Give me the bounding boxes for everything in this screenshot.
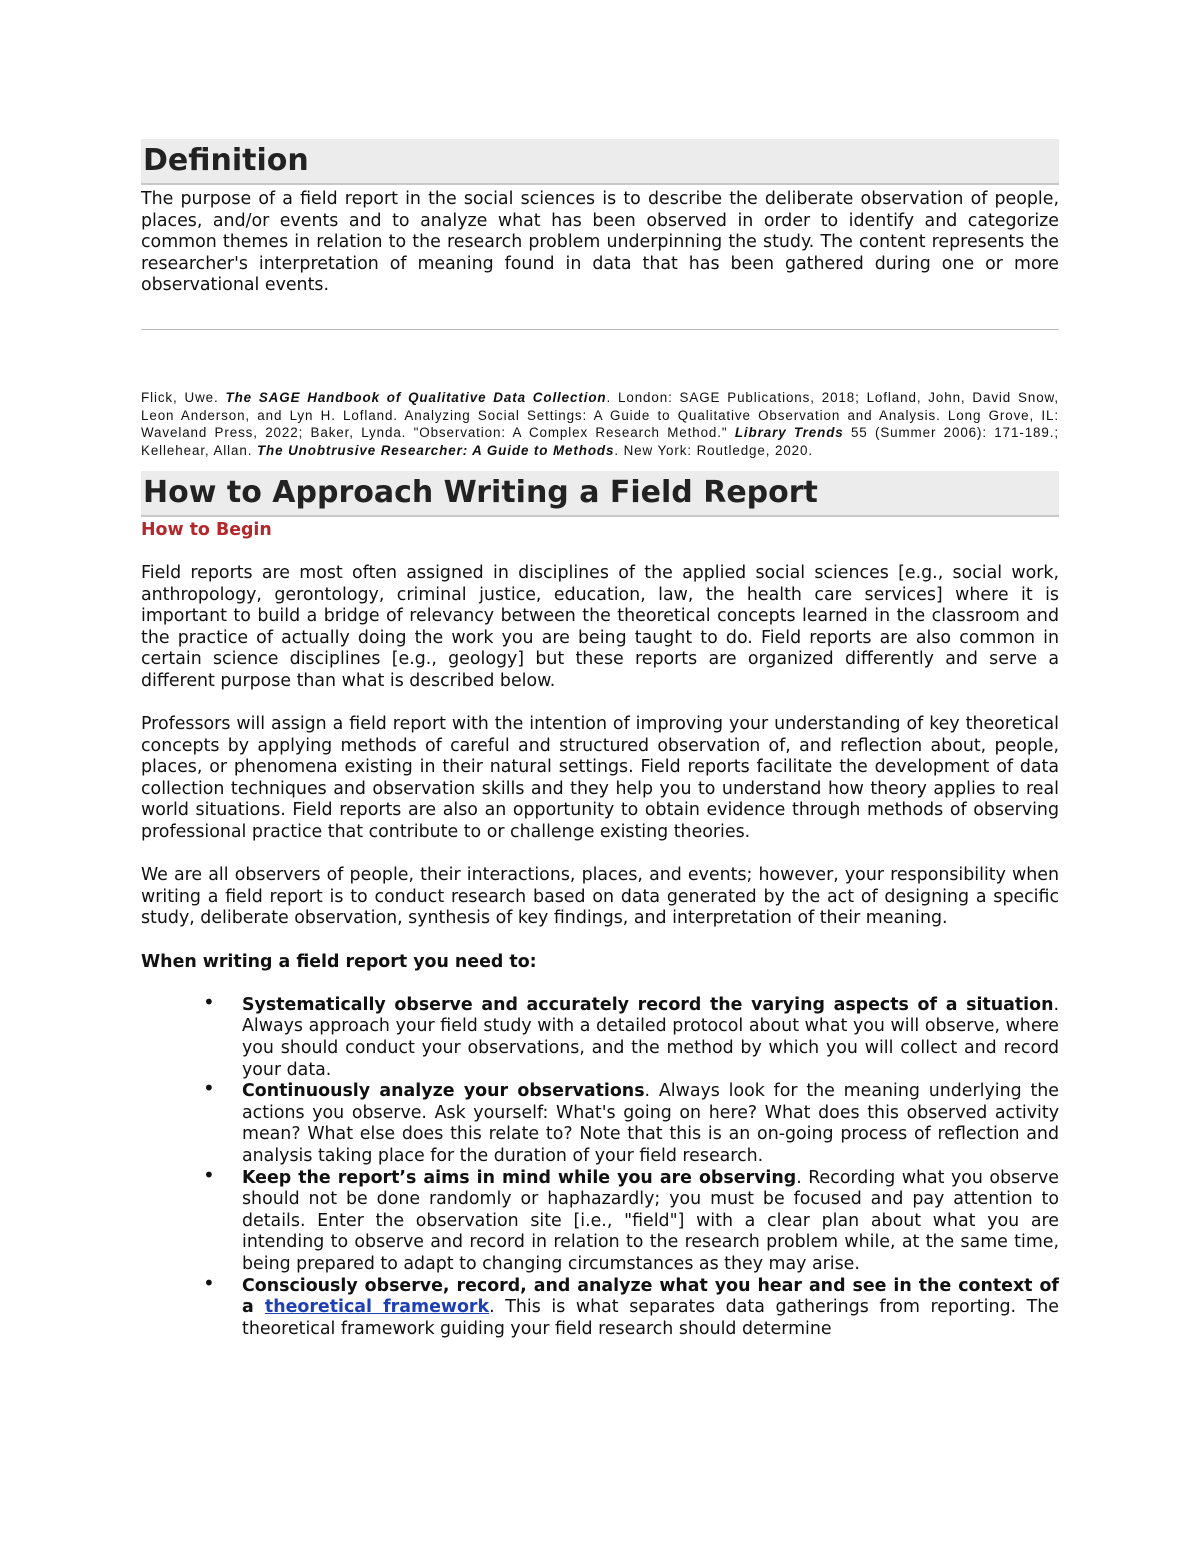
citation-journal-title: Library Trends	[734, 425, 844, 441]
theoretical-framework-link[interactable]: theoretical framework	[264, 1297, 490, 1318]
body-paragraph-2: Professors will assign a field report with the intention of improving your understanding of key theoretical concepts by applying methods of careful and structured observation of, and reflection about, people, places, or phenomena existing in their natural settings. Field reports facilitate the development of data collection techniques and observation skills and they help you to understand how theory applies to real world situations. Field reports are also an opportunity to obtain evidence through methods of observing professional practice that contribute to or challenge existing theories.	[141, 714, 1059, 843]
definition-heading: Definition	[141, 139, 1059, 185]
list-intro: When writing a field report you need to:	[141, 951, 537, 972]
bullet-icon: •	[203, 1270, 215, 1295]
bullet-icon: •	[203, 989, 215, 1014]
list-item: • Systematically observe and accurately record the varying aspects of a situation. Always approach your field study with a detailed protocol about what you will observe, where you should conduct your observations, and the method by which you will collect and record your data.	[203, 989, 1059, 1080]
list-item: • Keep the report’s aims in mind while you are observing. Recording what you observe should not be done randomly or haphazardly; you must be focused and pay attention to details. Enter the observation site [i.e., "field"] with a clear plan about what you are intending to observe and record in relation to the research problem while, at the same time, being prepared to adapt to changing circumstances as they may arise.	[203, 1162, 1060, 1274]
approach-heading: How to Approach Writing a Field Report	[141, 471, 1059, 517]
how-to-begin-subheading: How to Begin	[141, 520, 272, 541]
requirements-list	[141, 989, 1060, 1341]
list-item: • Continuously analyze your observations. Always look for the meaning underlying the actions you observe. Ask yourself: What's going on here? What does this observed activity mean? What else does this relate to? Note that this is an on-going process of reflection and analysis taking place for the duration of your field research.	[203, 1076, 1059, 1166]
body-paragraph-1: Field reports are most often assigned in disciplines of the applied social sciences [e.g., social work, anthropology, gerontology, criminal justice, education, law, the health care services] where it is important to build a bridge of relevancy between the theoretical concepts learned in the classroom and the practice of actually doing the work you are being taught to do. Field reports are also common in certain science disciplines [e.g., geology] but these reports are organized differently and serve a different purpose than what is described below.	[141, 562, 1059, 691]
bullet-icon: •	[203, 1162, 215, 1187]
section-divider	[141, 329, 1059, 330]
body-paragraph-3: We are all observers of people, their interactions, places, and events; however, your responsibility when writing a field report is to conduct research based on data generated by the act of designing a specific study, deliberate observation, synthesis of key findings, and interpretation of their meaning.	[141, 865, 1059, 929]
citation-book-title: The SAGE Handbook of Qualitative Data Collection	[225, 389, 607, 405]
bullet-icon: •	[203, 1076, 215, 1101]
citation-block: Flick, Uwe. The SAGE Handbook of Qualitative Data Collection. London: SAGE Publications, 2018; Lofland, John, David Snow, Leon Anderson, and Lyn H. Lofland. Analyzing Social Settings: A Guide to Qualitative Observation and Analysis. Long Grove, IL: Waveland Press, 2022; Baker, Lynda. "Observation: A Complex Research Method." Library Trends 55 (Summer 2006): 171-189.; Kellehear, Allan. The Unobtrusive Researcher: A Guide to Methods. New York: Routledge, 2020.	[141, 389, 1059, 458]
document-page	[141, 0, 1059, 1340]
list-item: • Consciously observe, record, and analyze what you hear and see in the context of a theoretical framework. This is what separates data gatherings from reporting. The theoretical framework guiding your field research should determine	[203, 1270, 1060, 1339]
definition-paragraph: The purpose of a field report in the social sciences is to describe the deliberate observation of people, places, and/or events and to analyze what has been observed in order to identify and categorize common themes in relation to the research problem underpinning the study. The content represents the researcher's interpretation of meaning found in data that has been gathered during one or more observational events.	[141, 189, 1059, 296]
citation-book-title-2: The Unobtrusive Researcher: A Guide to Methods	[256, 442, 615, 458]
